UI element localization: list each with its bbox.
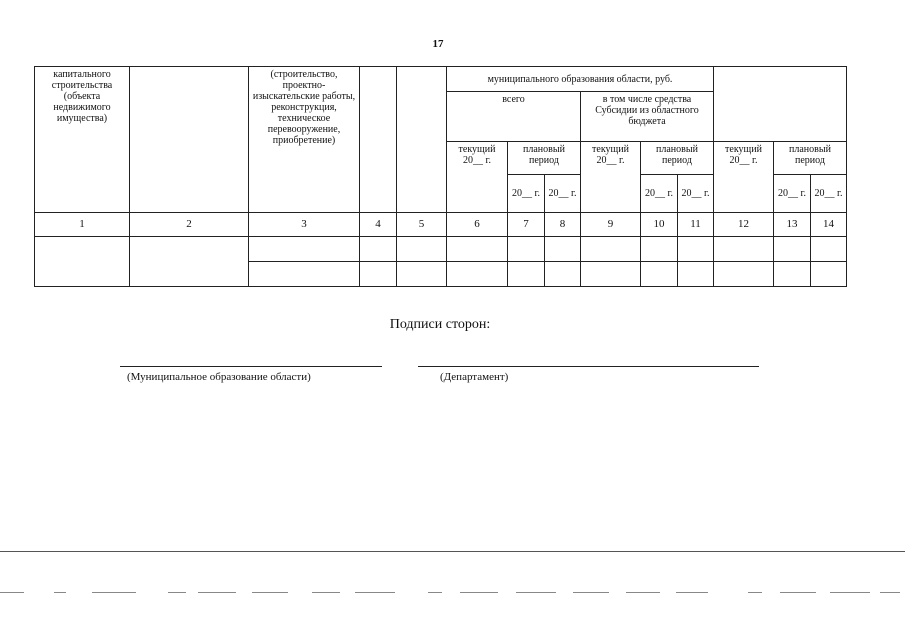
table-cell <box>641 262 678 287</box>
table-cell <box>811 237 847 262</box>
dash-segment <box>54 592 66 593</box>
header-col-2 <box>130 67 249 213</box>
header-planned-total: плановый период <box>508 142 581 175</box>
dash-segment <box>748 592 762 593</box>
header-planned-subsidy: плановый период <box>641 142 714 175</box>
table-cell <box>35 237 130 287</box>
signatures-title: Подписи сторон: <box>389 317 491 332</box>
header-col-4 <box>360 67 397 213</box>
dash-segment <box>428 592 442 593</box>
table-cell <box>774 237 811 262</box>
table-cell <box>678 237 714 262</box>
dash-segment <box>168 592 186 593</box>
dash-segment <box>460 592 498 593</box>
column-number: 10 <box>641 213 678 237</box>
dash-segment <box>516 592 556 593</box>
column-number: 8 <box>545 213 581 237</box>
dash-segment <box>355 592 395 593</box>
page-number: 17 <box>432 38 444 50</box>
header-funding: муниципального образования области, руб. <box>447 67 714 92</box>
signature-line-municipality <box>120 366 382 367</box>
dash-segment <box>676 592 708 593</box>
data-table <box>34 66 847 287</box>
dash-segment <box>880 592 900 593</box>
signature-line-department <box>418 366 759 367</box>
column-number: 5 <box>397 213 447 237</box>
table-cell <box>714 262 774 287</box>
column-number: 6 <box>447 213 508 237</box>
table-cell <box>714 237 774 262</box>
table-cell <box>545 262 581 287</box>
dash-segment <box>92 592 136 593</box>
header-current-year-subsidy: текущий 20__ г. <box>581 142 641 213</box>
table-cell <box>360 237 397 262</box>
table-cell <box>641 237 678 262</box>
table-cell <box>130 237 249 287</box>
dash-segment <box>830 592 870 593</box>
table-cell <box>508 237 545 262</box>
dash-segment <box>626 592 660 593</box>
table-row <box>35 237 847 262</box>
header-planned-other: плановый период <box>774 142 847 175</box>
header-object-name: капитального строительства (объекта недвижимого имущества) <box>35 67 130 213</box>
dash-segment <box>780 592 816 593</box>
column-number: 7 <box>508 213 545 237</box>
table-cell <box>774 262 811 287</box>
header-current-year-other: текущий 20__ г. <box>714 142 774 213</box>
column-number: 13 <box>774 213 811 237</box>
column-number: 2 <box>130 213 249 237</box>
header-year: 20__ г. <box>678 175 714 213</box>
table-cell <box>508 262 545 287</box>
column-number: 3 <box>249 213 360 237</box>
dash-segment <box>0 592 24 593</box>
dash-segment <box>573 592 609 593</box>
header-subsidy: в том числе средства Субсидии из областного бюджета <box>581 92 714 142</box>
table-cell <box>249 262 360 287</box>
table-cell <box>249 237 360 262</box>
table-cell <box>811 262 847 287</box>
header-col-12-14 <box>714 67 847 142</box>
column-number: 11 <box>678 213 714 237</box>
signature-label-municipality: (Муниципальное образование области) <box>127 371 311 383</box>
column-number: 14 <box>811 213 847 237</box>
table-cell <box>397 237 447 262</box>
dash-segment <box>312 592 340 593</box>
header-work-type: (строительство, проектно-изыскательские работы, реконструкция, техническое перевооружение, приобретение) <box>249 67 360 213</box>
header-current-year-total: текущий 20__ г. <box>447 142 508 213</box>
header-col-5 <box>397 67 447 213</box>
header-year: 20__ г. <box>545 175 581 213</box>
header-total: всего <box>447 92 581 142</box>
table-cell <box>397 262 447 287</box>
header-year: 20__ г. <box>508 175 545 213</box>
column-number: 1 <box>35 213 130 237</box>
table-cell <box>447 237 508 262</box>
table-cell <box>678 262 714 287</box>
dash-segment <box>252 592 288 593</box>
column-number: 4 <box>360 213 397 237</box>
header-year: 20__ г. <box>811 175 847 213</box>
column-number: 9 <box>581 213 641 237</box>
header-year: 20__ г. <box>641 175 678 213</box>
header-year: 20__ г. <box>774 175 811 213</box>
table-cell <box>360 262 397 287</box>
table-cell <box>581 262 641 287</box>
footer-rule <box>0 551 905 552</box>
dash-segment <box>198 592 236 593</box>
table-cell <box>545 237 581 262</box>
signature-label-department: (Департамент) <box>440 371 509 383</box>
table-cell <box>447 262 508 287</box>
column-number: 12 <box>714 213 774 237</box>
table-cell <box>581 237 641 262</box>
